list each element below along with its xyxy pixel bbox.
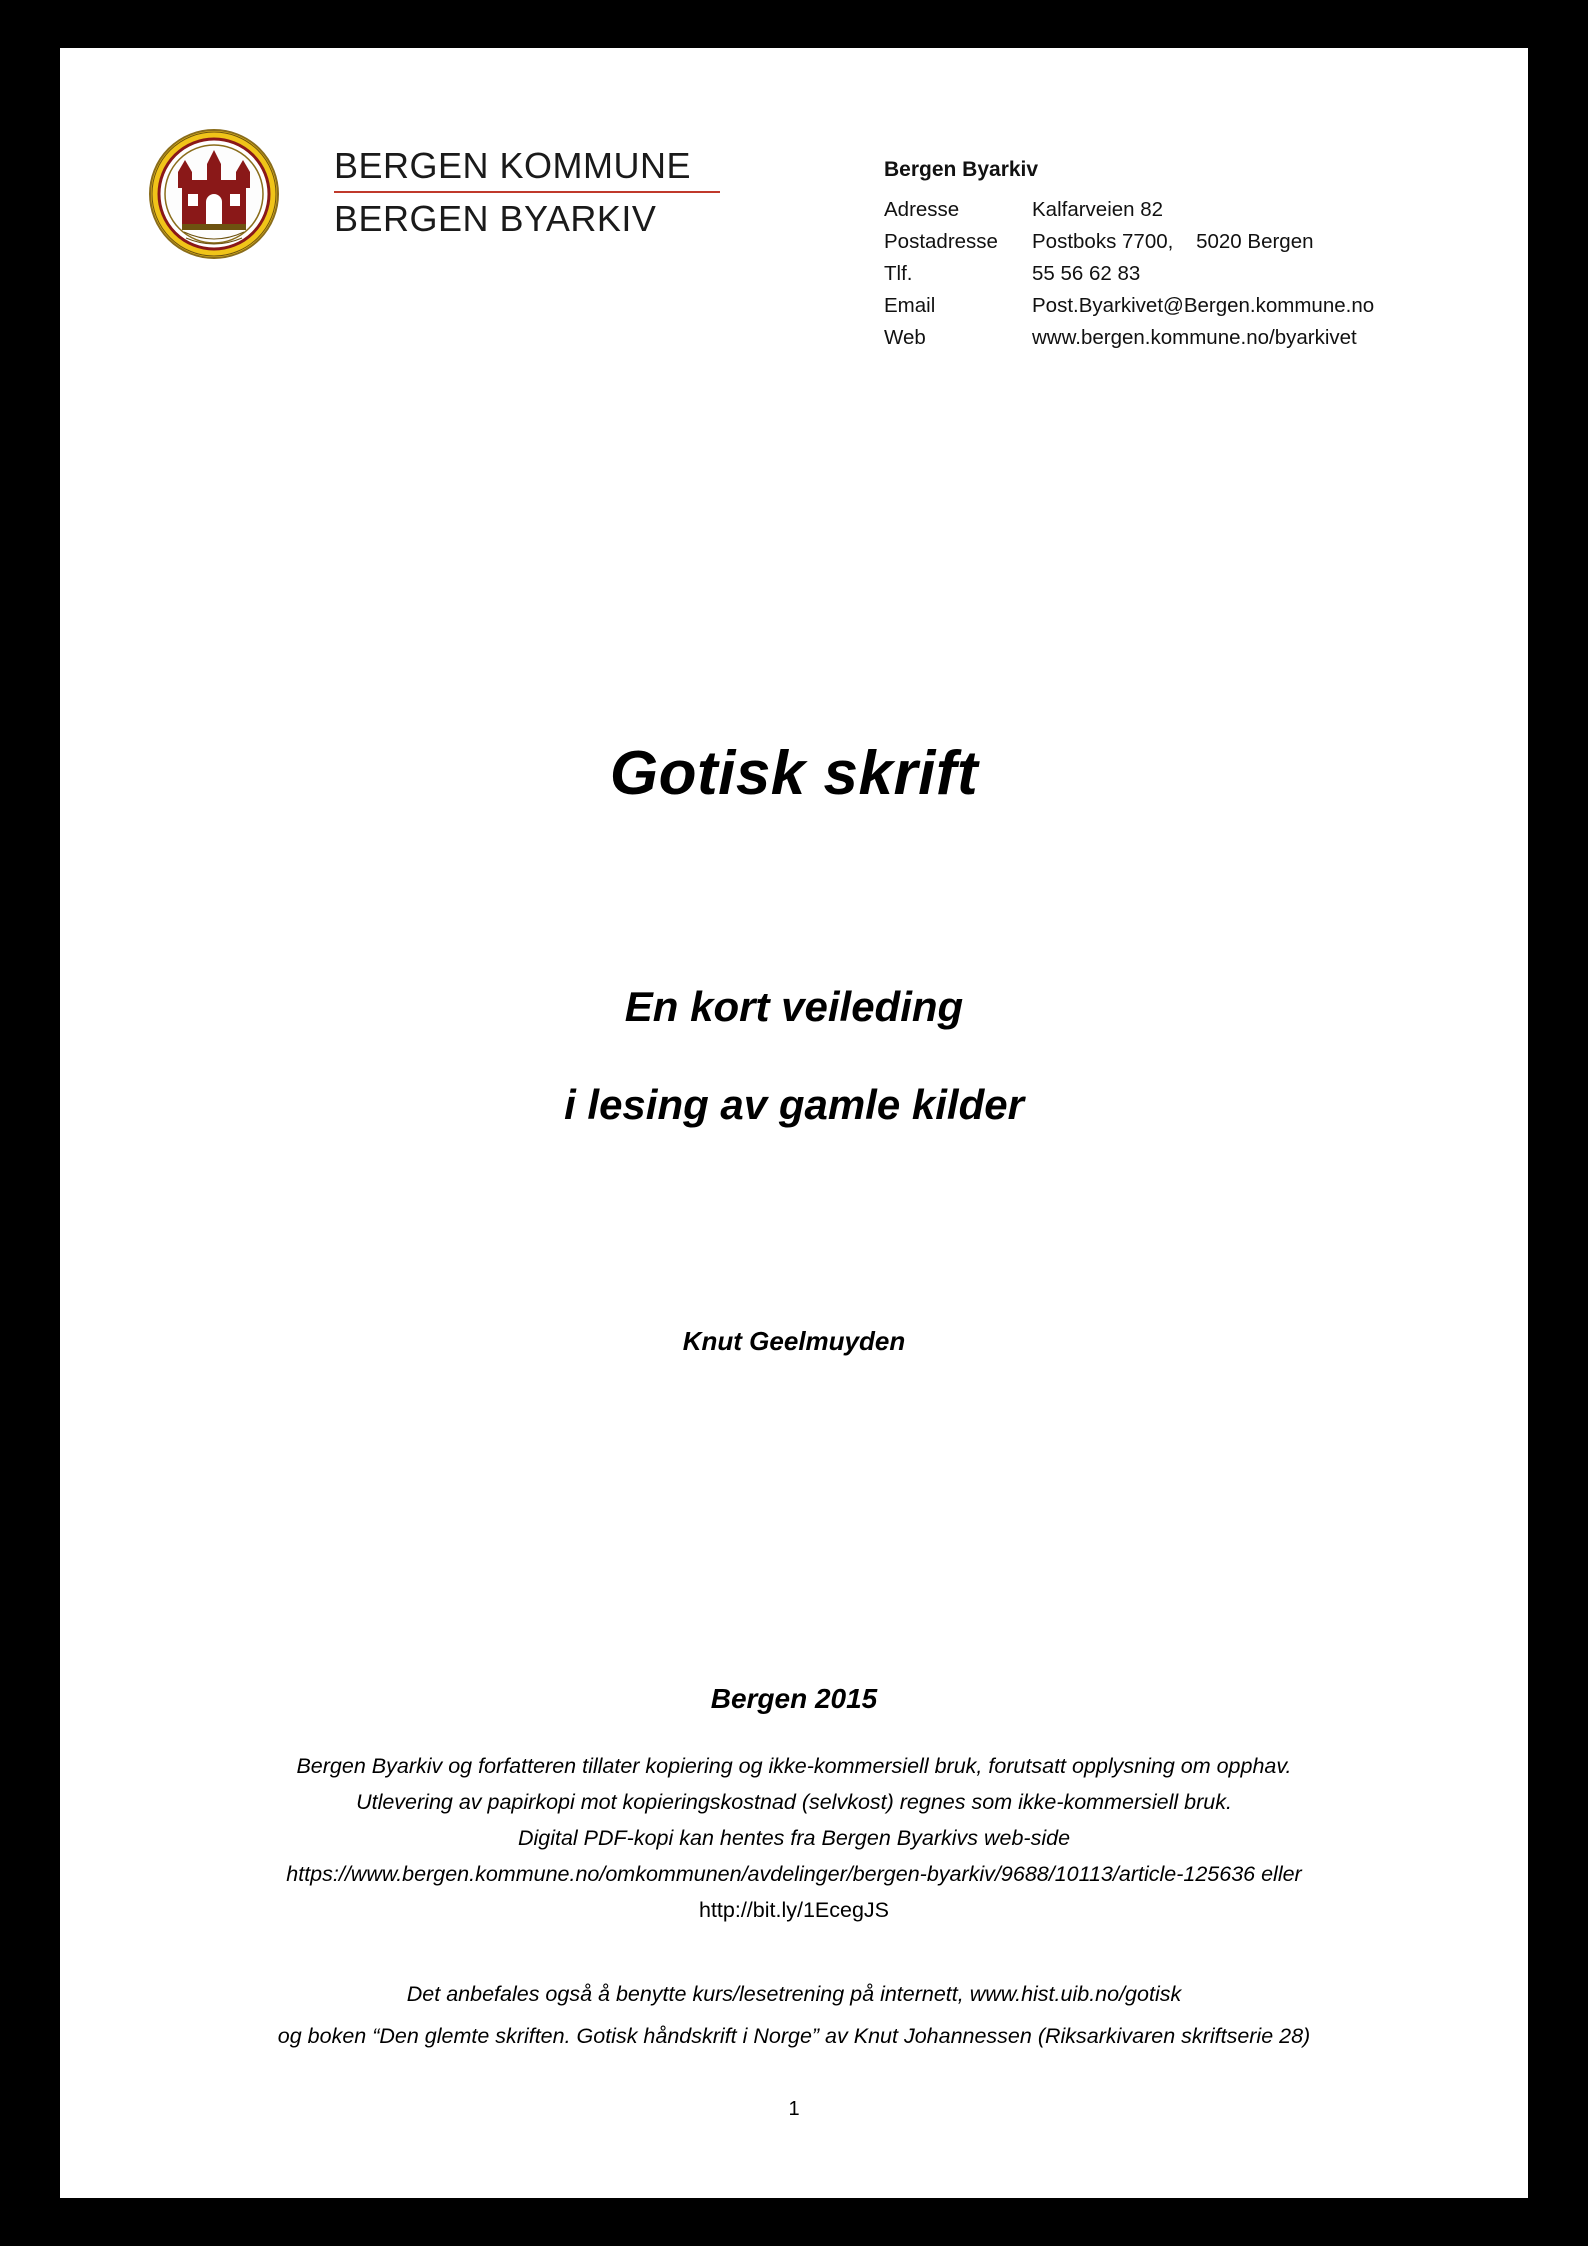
license-url-long[interactable]: https://www.bergen.kommune.no/omkommunen/avdelinger/bergen-byarkiv/9688/10113/article-125636 eller	[286, 1862, 1302, 1886]
license-url-short[interactable]: http://bit.ly/1EcegJS	[698, 1898, 889, 1922]
contact-value-adresse: Kalfarveien 82	[1032, 198, 1164, 221]
contact-title: Bergen Byarkiv	[884, 158, 1039, 181]
logo-line-2: BERGEN BYARKIV	[334, 198, 657, 239]
organization-logo	[148, 126, 728, 276]
city-seal-icon	[148, 128, 280, 260]
document-title: Gotisk skrift	[609, 739, 979, 808]
contact-label-web: Web	[884, 326, 926, 349]
contact-row	[884, 290, 1484, 322]
document-subtitle-line-1: En kort veileding	[624, 983, 964, 1030]
contact-row	[884, 226, 1484, 258]
contact-label-email: Email	[884, 294, 936, 317]
recommendation-line-2: og boken “Den glemte skriften. Gotisk håndskrift i Norge” av Knut Johannessen (Riksarkivaren skriftserie 28)	[277, 2024, 1311, 2048]
contact-block	[884, 158, 1484, 354]
contact-value-email[interactable]: Post.Byarkivet@Bergen.kommune.no	[1032, 294, 1375, 317]
license-line-1: Bergen Byarkiv og forfatteren tillater kopiering og ikke-kommersiell bruk, forutsatt opplysning om opphav.	[296, 1754, 1292, 1778]
license-line-3: Digital PDF-kopi kan hentes fra Bergen Byarkivs web-side	[517, 1826, 1071, 1850]
document-place-year: Bergen 2015	[710, 1683, 878, 1714]
logo-wordmark	[334, 144, 734, 241]
contact-row	[884, 322, 1484, 354]
document-subtitle-line-2: i lesing av gamle kilder	[564, 1081, 1024, 1128]
contact-label-tlf: Tlf.	[884, 262, 913, 285]
logo-line-1: BERGEN KOMMUNE	[334, 145, 692, 186]
contact-value-postadresse: Postboks 7700, 5020 Bergen	[1032, 230, 1314, 253]
contact-value-web[interactable]: www.bergen.kommune.no/byarkivet	[1032, 326, 1357, 349]
contact-row	[884, 258, 1484, 290]
page-number: 1	[788, 2098, 800, 2120]
document-author: Knut Geelmuyden	[682, 1326, 906, 1356]
recommendation-block	[60, 1973, 1528, 2057]
page-header	[60, 48, 1528, 348]
contact-row	[884, 194, 1484, 226]
logo-divider	[334, 191, 720, 193]
license-line-2: Utlevering av papirkopi mot kopieringskostnad (selvkost) regnes som ikke-kommersiell bruk.	[356, 1790, 1232, 1814]
contact-label-postadresse: Postadresse	[884, 230, 998, 253]
contact-label-adresse: Adresse	[884, 198, 960, 221]
recommendation-line-1: Det anbefales også å benytte kurs/lesetrening på internett, www.hist.uib.no/gotisk	[406, 1982, 1182, 2006]
contact-value-tlf: 55 56 62 83	[1032, 262, 1141, 285]
license-block	[60, 1748, 1528, 1928]
document-page	[60, 48, 1528, 2198]
